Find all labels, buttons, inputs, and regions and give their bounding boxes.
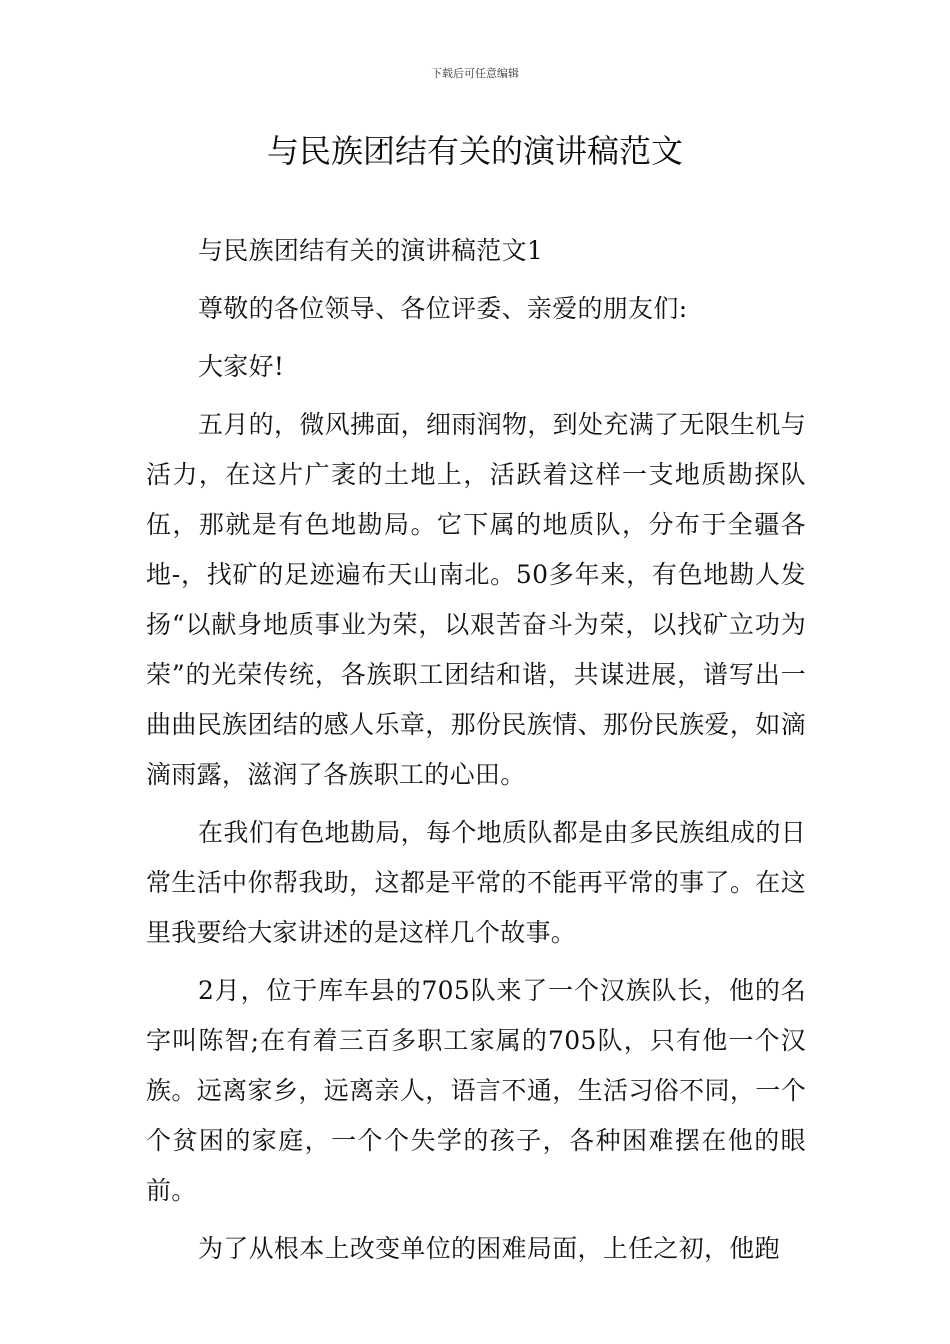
- paragraph-body: 为了从根本上改变单位的困难局面，上任之初，他跑: [198, 1234, 780, 1263]
- paragraph-body: 2月，位于库车县的705队来了一个汉族队长，他的名字叫陈智;在有着三百多职工家属的705队，只有他一个汉族。远离家乡，远离亲人，语言不通，生活习俗不同，一个个贫困的家庭，一个个失学的孩子，各种困难摆在他的眼前。: [146, 976, 806, 1205]
- paragraph-greeting: 大家好!: [198, 352, 285, 381]
- header-note: 下载后可任意编辑: [431, 67, 519, 80]
- paragraph-subtitle: 与民族团结有关的演讲稿范文1: [198, 236, 544, 265]
- paragraph-salutation: 尊敬的各位领导、各位评委、亲爱的朋友们:: [198, 294, 688, 323]
- paragraph-body: 在我们有色地勘局，每个地质队都是由多民族组成的日常生活中你帮我助，这都是平常的不能再平常的事了。在这里我要给大家讲述的是这样几个故事。: [146, 818, 806, 947]
- document-title: 与民族团结有关的演讲稿范文: [266, 132, 683, 170]
- document-body: [146, 226, 806, 1274]
- paragraph-body: 五月的，微风拂面，细雨润物，到处充满了无限生机与活力，在这片广袤的土地上，活跃着这样一支地质勘探队伍，那就是有色地勘局。它下属的地质队，分布于全疆各地-，找矿的足迹遍布天山南北。50多年来，有色地勘人发扬“以献身地质事业为荣，以艰苦奋斗为荣，以找矿立功为荣”的光荣传统，各族职工团结和谐，共谋进展，谱写出一曲曲民族团结的感人乐章，那份民族情、那份民族爱，如滴滴雨露，滋润了各族职工的心田。: [146, 410, 806, 789]
